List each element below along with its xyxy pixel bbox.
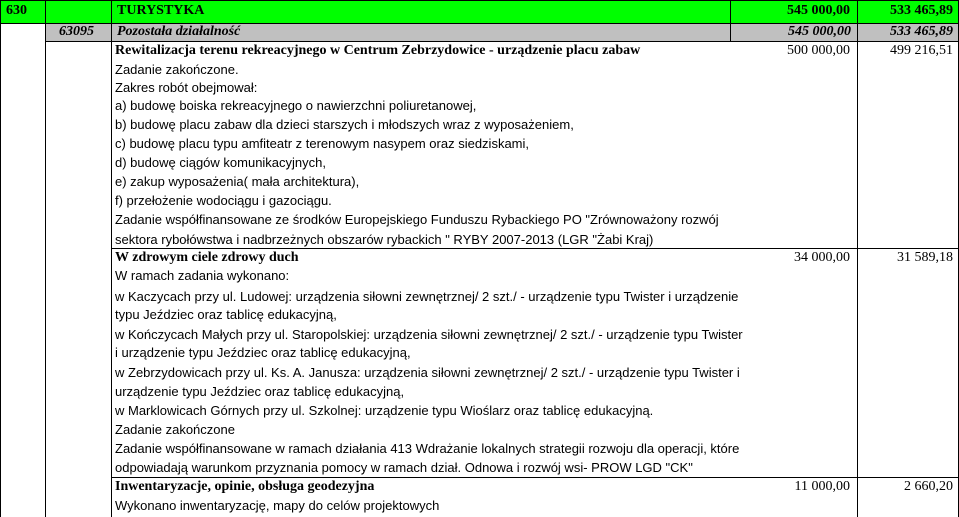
section-code: 630 xyxy=(6,3,27,18)
task-line: e) zakup wyposażenia( mała architektura), xyxy=(115,174,360,189)
subsection-indent xyxy=(0,23,45,42)
task-title: W zdrowym ciele zdrowy duch xyxy=(115,250,299,265)
task-line: W ramach zadania wykonano: xyxy=(115,268,290,283)
task-line: Zadanie zakończone xyxy=(115,422,235,437)
task-line: f) przełożenie wodociągu i gazociągu. xyxy=(115,193,332,208)
subsection-row xyxy=(0,23,959,42)
border-col3 xyxy=(730,0,731,42)
task-line: w Kończycach Małych przy ul. Staropolskiej: urządzenia siłowni zewnętrznej/ 2 szt./ - urządzenie typu Twister xyxy=(115,327,743,342)
task-title: Inwentaryzacje, opinie, obsługa geodezyjna xyxy=(115,479,375,494)
task-line: w Marklowicach Górnych przy ul. Szkolnej: urządzenie typu Wioślarz oraz tablicę edukacyjną. xyxy=(115,403,654,418)
task-line: i urządzenie typu Jeździec oraz tablicę edukacyjną, xyxy=(115,345,411,360)
section-name: TURYSTYKA xyxy=(117,3,205,18)
task-line: Zakres robót obejmował: xyxy=(115,80,258,95)
border-subsection xyxy=(45,41,959,42)
task-exec: 499 216,51 xyxy=(890,43,953,58)
border-left xyxy=(0,0,1,517)
task-line: d) budowę ciągów komunikacyjnych, xyxy=(115,155,326,170)
task-plan: 500 000,00 xyxy=(787,43,850,58)
task-line: a) budowę boiska rekreacyjnego o nawierzchni poliuretanowej, xyxy=(115,98,477,113)
task-line: Zadanie współfinansowane ze środków Europejskiego Funduszu Rybackiego PO "Zrównoważony rozwój xyxy=(115,212,719,227)
section-plan: 545 000,00 xyxy=(787,3,850,18)
section-row xyxy=(0,1,959,23)
task-line: odpowiadają warunkom przyznania pomocy w ramach dział. Odnowa i rozwój wsi- PROW LGD "CK" xyxy=(115,460,693,475)
task-line: sektora rybołówstwa i nadbrzeżnych obszarów rybackich " RYBY 2007-2013 (LGR "Żabi Kraj) xyxy=(115,232,654,247)
subsection-exec: 533 465,89 xyxy=(857,23,959,42)
task-line: urządzenie typu Jeździec oraz tablicę edukacyjną, xyxy=(115,384,405,399)
border-task-sep xyxy=(111,248,959,249)
task-line: Zadanie współfinansowane w ramach działania 413 Wdrażanie lokalnych strategii rozwoju dla operacji, które xyxy=(115,441,740,456)
task-line: Wykonano inwentaryzację, mapy do celów projektowych xyxy=(115,498,440,513)
border-task-sep xyxy=(111,477,959,478)
border-col1 xyxy=(45,0,46,517)
task-exec: 2 660,20 xyxy=(904,479,953,494)
task-plan: 34 000,00 xyxy=(794,250,850,265)
subsection-code: 63095 xyxy=(45,23,115,42)
task-title: Rewitalizacja terenu rekreacyjnego w Centrum Zebrzydowice - urządzenie placu zabaw xyxy=(115,43,641,58)
task-line: w Zebrzydowicach przy ul. Ks. A. Janusza: urządzenia siłowni zewnętrznej/ 2 szt./ - urządzenie typu Twister i xyxy=(115,365,740,380)
task-line: typu Jeździec oraz tablicę edukacyjną, xyxy=(115,307,337,322)
task-line: Zadanie zakończone. xyxy=(115,62,239,77)
border-section xyxy=(0,23,959,24)
task-line: b) budowę placu zabaw dla dzieci starszych i młodszych wraz z wyposażeniem, xyxy=(115,117,574,132)
task-plan: 11 000,00 xyxy=(794,479,850,494)
subsection-plan: 545 000,00 xyxy=(730,23,857,42)
subsection-name: Pozostała działalność xyxy=(115,23,730,42)
section-exec: 533 465,89 xyxy=(890,3,953,18)
border-col2 xyxy=(111,0,112,517)
task-exec: 31 589,18 xyxy=(897,250,953,265)
border-top xyxy=(0,0,959,1)
task-line: w Kaczycach przy ul. Ludowej: urządzenia siłowni zewnętrznej/ 2 szt./ - urządzenie typu Twister i urządzenie xyxy=(115,289,739,304)
border-col4 xyxy=(857,0,858,517)
task-line: c) budowę placu typu amfiteatr z terenowym nasypem oraz siedziskami, xyxy=(115,136,530,151)
